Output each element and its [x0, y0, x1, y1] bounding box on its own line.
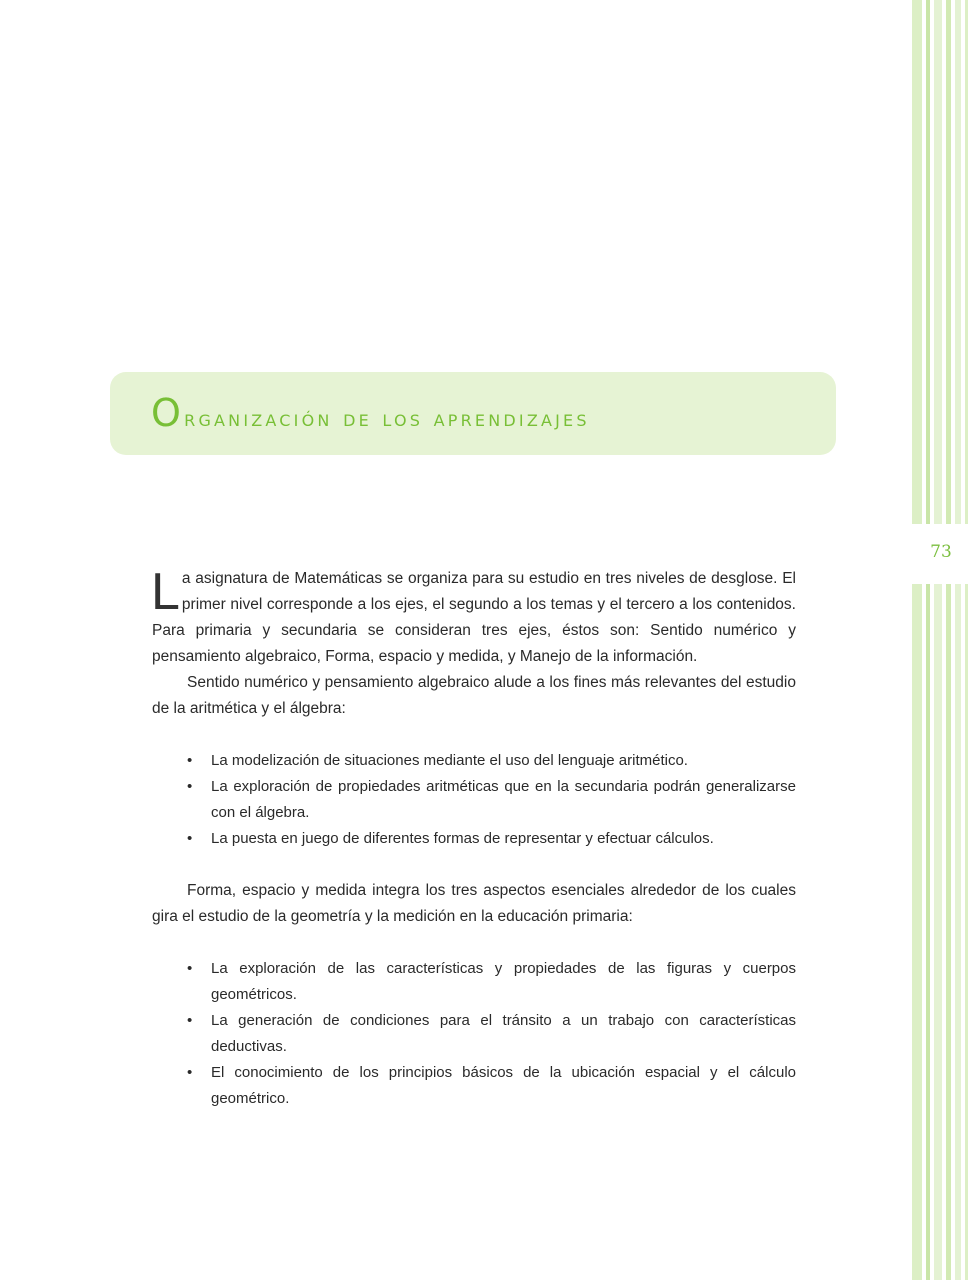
stripe — [934, 0, 942, 1280]
stripe — [955, 0, 961, 1280]
body-content — [151, 563, 796, 1138]
list-item — [152, 748, 796, 774]
numeric-intro-paragraph: Sentido numérico y pensamiento algebraico alude a los fines más relevantes del estudio de la aritmética y el álgebra: — [152, 674, 796, 717]
section-title — [151, 391, 590, 435]
list-item-text: La modelización de situaciones mediante el uso del lenguaje aritmético. — [211, 752, 688, 769]
bullet: • — [187, 752, 193, 769]
bullet: • — [187, 1064, 193, 1081]
list-item-text: La exploración de las características y propiedades de las figuras y cuerpos geométricos. — [211, 960, 796, 1003]
stripe — [965, 0, 968, 1280]
list-item-text: La generación de condiciones para el tránsito a un trabajo con características deductivas. — [211, 1012, 796, 1055]
bullet: • — [187, 960, 193, 977]
section-title-rest: rganización de los aprendizajes — [184, 406, 590, 432]
list-item-text: La puesta en juego de diferentes formas de representar y efectuar cálculos. — [211, 830, 714, 847]
bullet: • — [187, 778, 193, 795]
stripe — [926, 0, 930, 1280]
list-item — [152, 826, 796, 852]
stripe — [912, 0, 922, 1280]
intro-paragraph — [151, 563, 796, 670]
side-stripes — [908, 0, 972, 1280]
list-item — [152, 1008, 796, 1060]
geometry-list — [152, 956, 796, 1112]
list-item-text: La exploración de propiedades aritméticas que en la secundaria podrán generalizarse con el álgebra. — [211, 778, 796, 821]
drop-cap: L — [151, 563, 180, 621]
list-item — [152, 1060, 796, 1112]
list-item-text: El conocimiento de los principios básicos de la ubicación espacial y el cálculo geométrico. — [211, 1064, 796, 1107]
page-number: 73 — [930, 542, 952, 562]
geometry-intro-paragraph: Forma, espacio y medida integra los tres aspectos esenciales alrededor de los cuales gira el estudio de la geometría y la medición en la educación primaria: — [152, 882, 796, 925]
bullet: • — [187, 1012, 193, 1029]
list-item — [152, 774, 796, 826]
intro-text: a asignatura de Matemáticas se organiza para su estudio en tres niveles de desglose. El primer nivel corresponde a los ejes, el segundo a los temas y el tercero a los contenidos. Para primaria y secundaria se consideran tres ejes, éstos son: Sentido numérico y pensamiento algebraico, Forma, espacio y medida, y Manejo de la información. — [152, 570, 796, 665]
stripe — [946, 0, 951, 1280]
section-title-initial: O — [151, 391, 185, 435]
bullet: • — [187, 830, 193, 847]
numeric-list — [152, 748, 796, 852]
list-item — [152, 956, 796, 1008]
